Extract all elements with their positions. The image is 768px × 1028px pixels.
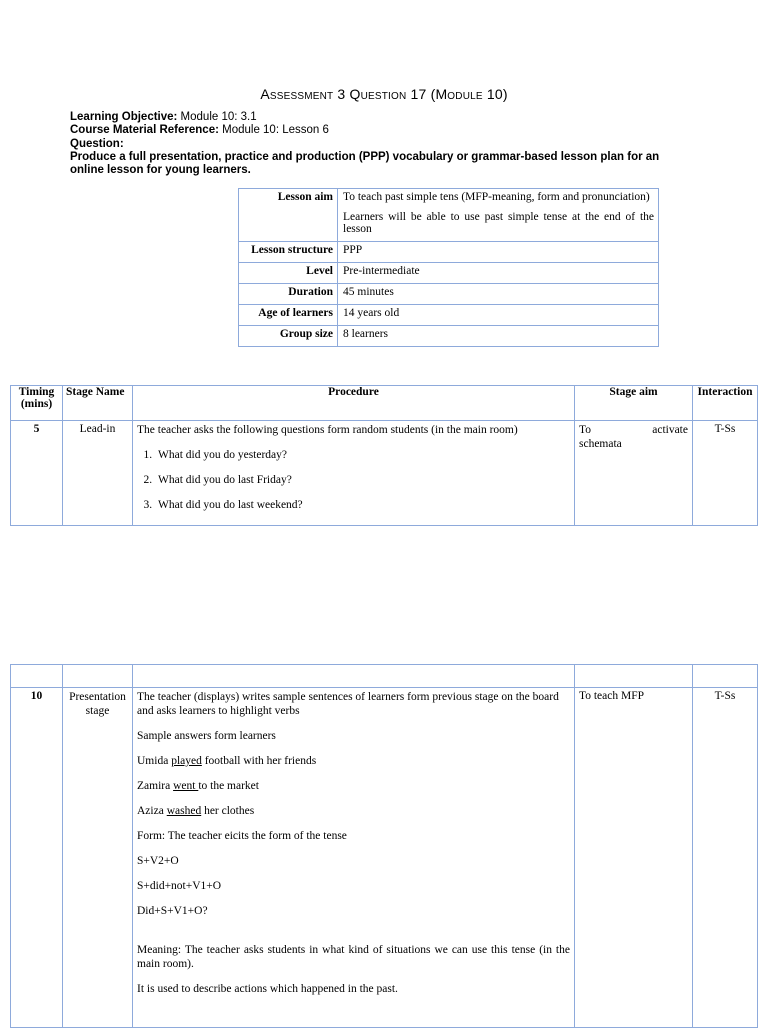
page-title: Assessment 3 Question 17 (Module 10) [260,86,508,102]
lead-in-aim-line2: schemata [579,438,622,450]
lead-in-interaction: T-Ss [693,421,758,526]
lead-in-stage: Lead-in [63,421,133,526]
lesson-structure-value: PPP [338,242,659,263]
question-text: Produce a full presentation, practice and production (PPP) vocabulary or grammar-based lesson plan for an online lesson for young learners. [70,150,660,177]
lead-in-question-1: 1. What did you do yesterday? [155,448,570,462]
age-label: Age of learners [239,305,338,326]
lesson-aim-line1: To teach past simple tens (MFP-meaning, form and pronunciation) [343,191,650,203]
lead-in-aim-line1: To activate [579,424,688,436]
empty-row [11,665,758,688]
age-value: 14 years old [338,305,659,326]
presentation-timing: 10 [11,688,63,1028]
lead-in-question-3: 3. What did you do last weekend? [155,498,570,512]
level-label: Level [239,263,338,284]
form-affirmative: S+V2+O [137,855,179,867]
lesson-structure-label: Lesson structure [239,242,338,263]
sample-sentence-3: Aziza washed her clothes [137,805,255,817]
duration-row [239,284,659,305]
sample-heading: Sample answers form learners [137,730,276,742]
presentation-row [11,688,758,1028]
sample-sentence-2: Zamira went to the market [137,780,259,792]
form-negative: S+did+not+V1+O [137,880,222,892]
lead-in-row [11,421,758,526]
lesson-aim-line2: Learners will be able to use past simple tense at the end of the lesson [343,211,654,235]
procedure-header-row [11,386,758,421]
lesson-aim-row [239,189,659,242]
level-value: Pre-intermediate [338,263,659,284]
lead-in-questions [137,448,570,512]
procedure-table [10,385,758,526]
stage-name-header: Stage Name [63,386,133,421]
presentation-intro: The teacher (displays) writes sample sentences of learners form previous stage on the board and asks learners to highlight verbs [137,691,559,717]
meaning-text: Meaning: The teacher asks students in what kind of situations we can use this tense (in the main room). [137,944,570,970]
learning-objective: Learning Objective: Module 10: 3.1 [70,111,257,123]
lead-in-intro: The teacher asks the following questions form random students (in the main room) [137,424,518,436]
presentation-stage: Presentation stage [63,688,133,1028]
lesson-structure-row [239,242,659,263]
interaction-header: Interaction [693,386,758,421]
stage-aim-header: Stage aim [575,386,693,421]
lead-in-procedure [133,421,575,526]
question-label: Question: [70,137,124,150]
duration-label: Duration [239,284,338,305]
presentation-procedure [133,688,575,1028]
question-meta [70,111,690,177]
usage-text: It is used to describe actions which happened in the past. [137,983,398,995]
procedure-table-continued [10,664,758,1028]
form-intro: Form: The teacher eicits the form of the tense [137,830,347,842]
lead-in-timing: 5 [11,421,63,526]
duration-value: 45 minutes [338,284,659,305]
timing-header: Timing (mins) [11,386,63,421]
sample-sentence-1: Umida played football with her friends [137,755,317,767]
presentation-interaction: T-Ss [693,688,758,1028]
lead-in-question-2: 2. What did you do last Friday? [155,473,570,487]
procedure-header: Procedure [133,386,575,421]
lesson-info-table [238,188,659,347]
lesson-aim-value [338,189,659,242]
group-size-label: Group size [239,326,338,347]
group-size-row [239,326,659,347]
age-row [239,305,659,326]
lead-in-aim [575,421,693,526]
course-material-reference: Course Material Reference: Module 10: Lesson 6 [70,124,329,137]
group-size-value: 8 learners [338,326,659,347]
level-row [239,263,659,284]
presentation-aim: To teach MFP [575,688,693,1028]
form-question: Did+S+V1+O? [137,905,208,917]
lesson-aim-label: Lesson aim [239,189,338,242]
